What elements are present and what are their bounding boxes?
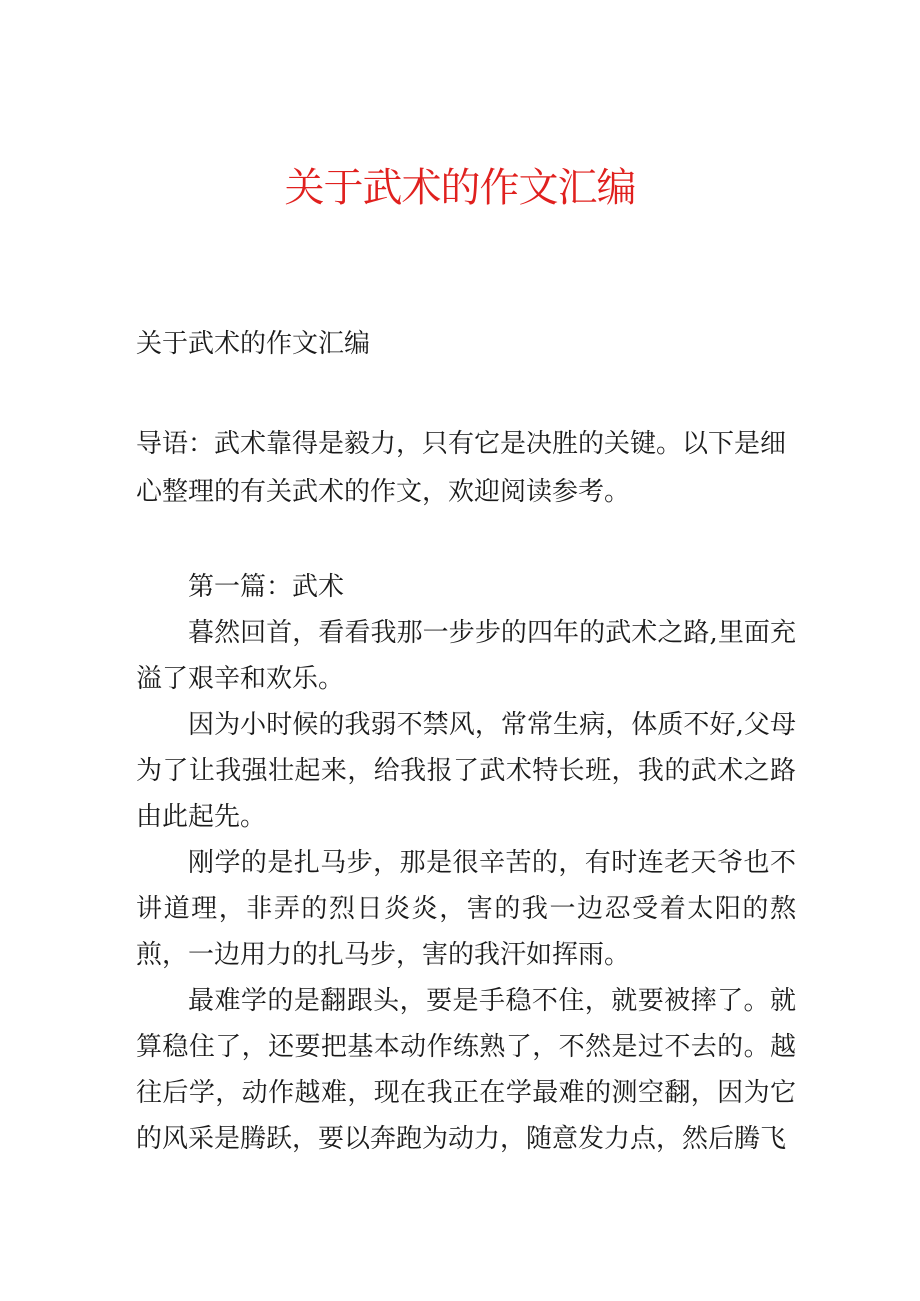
section-heading: 第一篇：武术 — [188, 572, 345, 602]
intro-paragraph: 导语：武术靠得是毅力，只有它是决胜的关键。以下是细心整理的有关武术的作文，欢迎阅读参考。 — [136, 429, 787, 507]
document-title: 关于武术的作文汇编 — [284, 165, 636, 211]
paragraph: 因为小时候的我弱不禁风，常常生病，体质不好,父母为了让我强壮起来，给我报了武术特长班，我的武术之路由此起先。 — [136, 710, 796, 832]
paragraph: 刚学的是扎马步，那是很辛苦的，有时连老天爷也不讲道理，非弄的烈日炎炎，害的我一边忍受着太阳的熬煎，一边用力的扎马步，害的我汗如挥雨。 — [136, 848, 796, 970]
paragraph: 最难学的是翻跟头，要是手稳不住，就要被摔了。就算稳住了，还要把基本动作练熟了，不然是过不去的。越往后学，动作越难，现在我正在学最难的测空翻，因为它的风采是腾跃，要以奔跑为动力，随意发力点，然后腾飞 — [136, 986, 796, 1154]
article-body — [136, 564, 796, 1162]
paragraph: 暮然回首，看看我那一步步的四年的武术之路,里面充溢了艰辛和欢乐。 — [136, 618, 796, 694]
document-subtitle: 关于武术的作文汇编 — [136, 329, 371, 359]
